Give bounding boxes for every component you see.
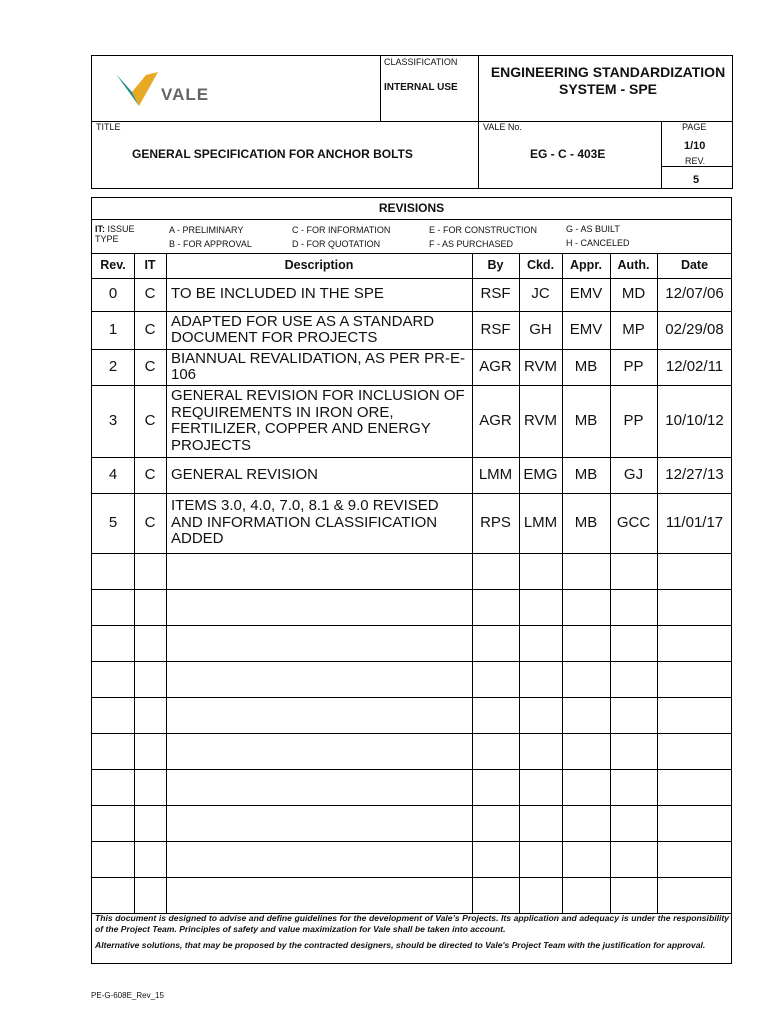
cell-checked: RVM — [523, 411, 558, 429]
cell-date: 11/01/17 — [665, 513, 724, 531]
title-label: TITLE — [96, 122, 121, 132]
cell-rev: 0 — [108, 285, 118, 303]
rev-value: 5 — [693, 174, 700, 186]
cell-approved: MB — [574, 411, 598, 429]
cell-authorized: GCC — [616, 513, 651, 531]
page-value: 1/10 — [684, 140, 706, 152]
cell-date: 12/07/06 — [665, 285, 724, 303]
document-header — [91, 55, 733, 189]
legend-item: E - FOR CONSTRUCTION — [429, 225, 537, 235]
cell-it: C — [144, 285, 156, 303]
cell-approved: EMV — [569, 320, 603, 338]
column-header-rev: Rev. — [100, 258, 126, 273]
classification-value: INTERNAL USE — [384, 82, 458, 93]
table-rule — [92, 661, 731, 662]
cell-approved: MB — [574, 465, 598, 483]
cell-authorized: MP — [622, 320, 645, 338]
cell-rev: 5 — [108, 513, 118, 531]
issue-type-label — [95, 224, 135, 244]
column-header-authorized: Auth. — [617, 258, 650, 273]
cell-description: ADAPTED FOR USE AS A STANDARD DOCUMENT FOR PROJECTS — [171, 312, 435, 346]
cell-it: C — [144, 411, 156, 429]
divider — [92, 219, 731, 220]
column-header-by: By — [487, 258, 504, 273]
cell-checked: RVM — [523, 357, 558, 375]
cell-approved: EMV — [569, 285, 603, 303]
revisions-title: REVISIONS — [378, 201, 445, 215]
divider — [92, 121, 732, 122]
cell-it: C — [144, 357, 156, 375]
cell-checked: GH — [529, 320, 552, 338]
issue-type-label-1: ISSUE — [107, 224, 135, 234]
cell-it: C — [144, 320, 156, 338]
cell-checked: JC — [531, 285, 550, 303]
cell-rev: 3 — [108, 411, 118, 429]
cell-by: RSF — [480, 320, 511, 338]
classification-label: CLASSIFICATION — [384, 57, 458, 67]
table-rule — [92, 769, 731, 770]
table-rule — [92, 877, 731, 878]
footer-note: Alternative solutions, that may be proposed by the contracted designers, should be directed to Vale's Project Team with the justification for approval. — [95, 940, 706, 950]
footer-note: This document is designed to advise and define guidelines for the development of Vale’s Projects. Its application and adequacy is under the responsibility of the Project Team. Principles of safety and value maximization for Vale shall be taken into account. — [95, 913, 729, 934]
table-rule — [92, 841, 731, 842]
cell-authorized: PP — [623, 357, 644, 375]
column-header-date: Date — [680, 258, 709, 273]
divider — [478, 56, 479, 189]
legend-item: D - FOR QUOTATION — [292, 239, 381, 249]
document-number: EG - C - 403E — [530, 147, 606, 161]
cell-by: AGR — [479, 411, 512, 429]
cell-date: 12/02/11 — [665, 357, 724, 375]
cell-it: C — [144, 465, 156, 483]
column-header-checked: Ckd. — [526, 258, 555, 273]
legend-item: F - AS PURCHASED — [429, 239, 514, 249]
table-rule — [92, 589, 731, 590]
cell-date: 10/10/12 — [665, 411, 724, 429]
legend-item: H - CANCELED — [566, 238, 630, 248]
revisions-section — [91, 197, 732, 964]
issue-type-prefix: IT: — [95, 224, 105, 234]
form-code: PE-G-608E_Rev_15 — [91, 991, 164, 1000]
column-header-approved: Appr. — [570, 258, 602, 273]
cell-date: 02/29/08 — [665, 320, 724, 338]
cell-description: GENERAL REVISION FOR INCLUSION OF REQUIREMENTS IN IRON ORE, FERTILIZER, COPPER AND ENERGY PROJECTS — [171, 387, 465, 454]
page-label: PAGE — [682, 122, 707, 132]
cell-description: BIANNUAL REVALIDATION, AS PER PR-E-106 — [171, 349, 465, 383]
cell-description: TO BE INCLUDED IN THE SPE — [171, 285, 384, 303]
cell-checked: EMG — [523, 465, 558, 483]
column-header-description: Description — [284, 258, 354, 273]
system-title: ENGINEERING STANDARDIZATION SYSTEM - SPE — [490, 64, 726, 97]
legend-item: A - PRELIMINARY — [169, 225, 244, 235]
cell-by: RSF — [480, 285, 511, 303]
table-rule — [92, 553, 731, 554]
table-rule — [92, 697, 731, 698]
cell-authorized: PP — [623, 411, 644, 429]
cell-description: ITEMS 3.0, 4.0, 7.0, 8.1 & 9.0 REVISED AND INFORMATION CLASSIFICATION ADDED — [171, 497, 439, 548]
cell-description: GENERAL REVISION — [171, 465, 318, 483]
cell-rev: 2 — [108, 357, 118, 375]
legend-item: G - AS BUILT — [566, 224, 620, 234]
vale-no-label: VALE No. — [483, 122, 522, 132]
cell-by: LMM — [478, 465, 513, 483]
rev-label: REV. — [685, 156, 706, 166]
legend-item: B - FOR APPROVAL — [169, 239, 252, 249]
vale-logo-text: VALE — [161, 85, 210, 104]
divider — [661, 121, 662, 189]
table-rule — [92, 805, 731, 806]
document-title: GENERAL SPECIFICATION FOR ANCHOR BOLTS — [132, 147, 413, 161]
cell-checked: LMM — [523, 513, 558, 531]
cell-authorized: GJ — [623, 465, 644, 483]
cell-rev: 4 — [108, 465, 118, 483]
column-header-it: IT — [144, 258, 156, 273]
divider — [661, 166, 732, 167]
cell-by: AGR — [479, 357, 512, 375]
table-rule — [92, 733, 731, 734]
cell-approved: MB — [574, 513, 598, 531]
cell-approved: MB — [574, 357, 598, 375]
cell-it: C — [144, 513, 156, 531]
cell-rev: 1 — [108, 320, 118, 338]
cell-date: 12/27/13 — [665, 465, 724, 483]
issue-type-label-2: TYPE — [95, 234, 119, 244]
legend-item: C - FOR INFORMATION — [292, 225, 391, 235]
table-rule — [92, 625, 731, 626]
cell-authorized: MD — [621, 285, 646, 303]
cell-by: RPS — [480, 513, 511, 531]
divider — [380, 56, 381, 121]
